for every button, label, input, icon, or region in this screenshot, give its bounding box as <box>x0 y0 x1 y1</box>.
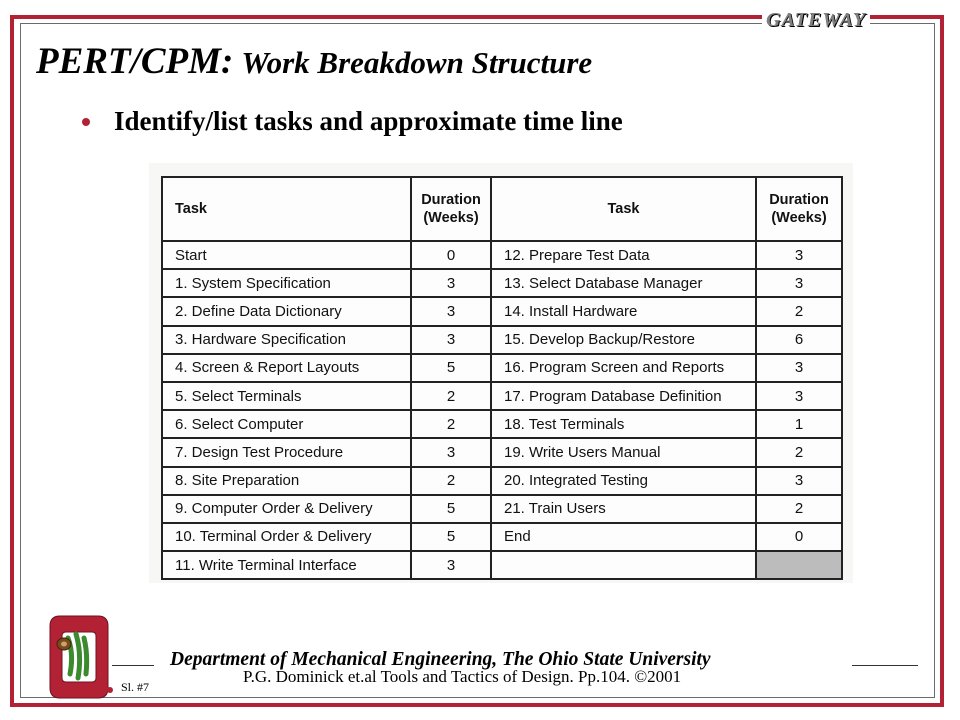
header-duration-left <box>411 177 491 241</box>
header-duration-right-line1: Duration <box>769 192 829 208</box>
duration-left-cell: 3 <box>411 438 491 466</box>
citation-footer: P.G. Dominick et.al Tools and Tactics of Design. Pp.104. ©2001 <box>243 667 682 686</box>
duration-left-cell: 3 <box>411 297 491 325</box>
slide-title-main: PERT/CPM: <box>36 41 234 82</box>
task-right-cell: 12. Prepare Test Data <box>491 241 756 269</box>
task-right-cell: 19. Write Users Manual <box>491 438 756 466</box>
header-duration-left-line1: Duration <box>421 192 481 208</box>
table-row <box>162 410 842 438</box>
slide-title-sub: Work Breakdown Structure <box>241 45 593 80</box>
slide-title <box>36 40 592 83</box>
header-task-right: Task <box>491 177 756 241</box>
header-duration-right-line2: (Weeks) <box>771 210 827 226</box>
table-row <box>162 438 842 466</box>
task-right-cell: 17. Program Database Definition <box>491 382 756 410</box>
duration-left-cell: 5 <box>411 495 491 523</box>
duration-left-cell: 0 <box>411 241 491 269</box>
duration-left-cell: 5 <box>411 354 491 382</box>
bullet-text: Identify/list tasks and approximate time line <box>114 106 623 136</box>
task-right-cell: 21. Train Users <box>491 495 756 523</box>
table-row <box>162 241 842 269</box>
bullet-item <box>82 106 623 137</box>
block-o-buckeye-logo-icon <box>42 614 116 700</box>
table-row <box>162 326 842 354</box>
table-row <box>162 523 842 551</box>
duration-left-cell: 3 <box>411 326 491 354</box>
table-row <box>162 467 842 495</box>
slide-number-dot-icon <box>100 687 105 692</box>
task-left-cell: 9. Computer Order & Delivery <box>162 495 411 523</box>
duration-right-cell: 0 <box>756 523 842 551</box>
duration-left-cell: 2 <box>411 467 491 495</box>
table-row <box>162 382 842 410</box>
duration-left-cell: 3 <box>411 551 491 579</box>
task-left-cell: 5. Select Terminals <box>162 382 411 410</box>
task-right-cell: 16. Program Screen and Reports <box>491 354 756 382</box>
task-right-cell: End <box>491 523 756 551</box>
task-left-cell: 7. Design Test Procedure <box>162 438 411 466</box>
header-task-left: Task <box>162 177 411 241</box>
duration-left-cell: 3 <box>411 269 491 297</box>
shaded-duration-cell <box>756 551 842 579</box>
header-duration-left-line2: (Weeks) <box>423 210 479 226</box>
duration-right-cell: 2 <box>756 495 842 523</box>
table-header-row <box>162 177 842 241</box>
footer-rule-right <box>852 665 918 666</box>
task-left-cell: 4. Screen & Report Layouts <box>162 354 411 382</box>
slide-number: Sl. #7 <box>121 680 150 694</box>
duration-right-cell: 3 <box>756 354 842 382</box>
wbs-table <box>161 176 843 580</box>
duration-right-cell: 3 <box>756 382 842 410</box>
duration-right-cell: 3 <box>756 467 842 495</box>
task-left-cell: 2. Define Data Dictionary <box>162 297 411 325</box>
duration-right-cell: 6 <box>756 326 842 354</box>
duration-right-cell: 3 <box>756 269 842 297</box>
task-left-cell: 10. Terminal Order & Delivery <box>162 523 411 551</box>
duration-right-cell: 1 <box>756 410 842 438</box>
task-left-cell: 11. Write Terminal Interface <box>162 551 411 579</box>
task-left-cell: 8. Site Preparation <box>162 467 411 495</box>
task-right-cell: 14. Install Hardware <box>491 297 756 325</box>
task-left-cell: 1. System Specification <box>162 269 411 297</box>
task-right-cell: 18. Test Terminals <box>491 410 756 438</box>
duration-right-cell: 3 <box>756 241 842 269</box>
duration-left-cell: 2 <box>411 382 491 410</box>
task-left-cell: Start <box>162 241 411 269</box>
task-right-cell: 20. Integrated Testing <box>491 467 756 495</box>
empty-task-cell <box>491 551 756 579</box>
task-left-cell: 6. Select Computer <box>162 410 411 438</box>
table-row <box>162 495 842 523</box>
header-duration-right <box>756 177 842 241</box>
duration-left-cell: 2 <box>411 410 491 438</box>
bullet-dot-icon <box>82 118 90 126</box>
footer-rule-left <box>112 665 154 666</box>
duration-left-cell: 5 <box>411 523 491 551</box>
table-row <box>162 551 842 579</box>
duration-right-cell: 2 <box>756 297 842 325</box>
table-row <box>162 354 842 382</box>
task-right-cell: 13. Select Database Manager <box>491 269 756 297</box>
table-row <box>162 269 842 297</box>
task-right-cell: 15. Develop Backup/Restore <box>491 326 756 354</box>
duration-right-cell: 2 <box>756 438 842 466</box>
gateway-brand: GATEWAY <box>762 9 870 32</box>
department-footer: Department of Mechanical Engineering, The Ohio State University <box>170 649 711 670</box>
table-row <box>162 297 842 325</box>
task-left-cell: 3. Hardware Specification <box>162 326 411 354</box>
